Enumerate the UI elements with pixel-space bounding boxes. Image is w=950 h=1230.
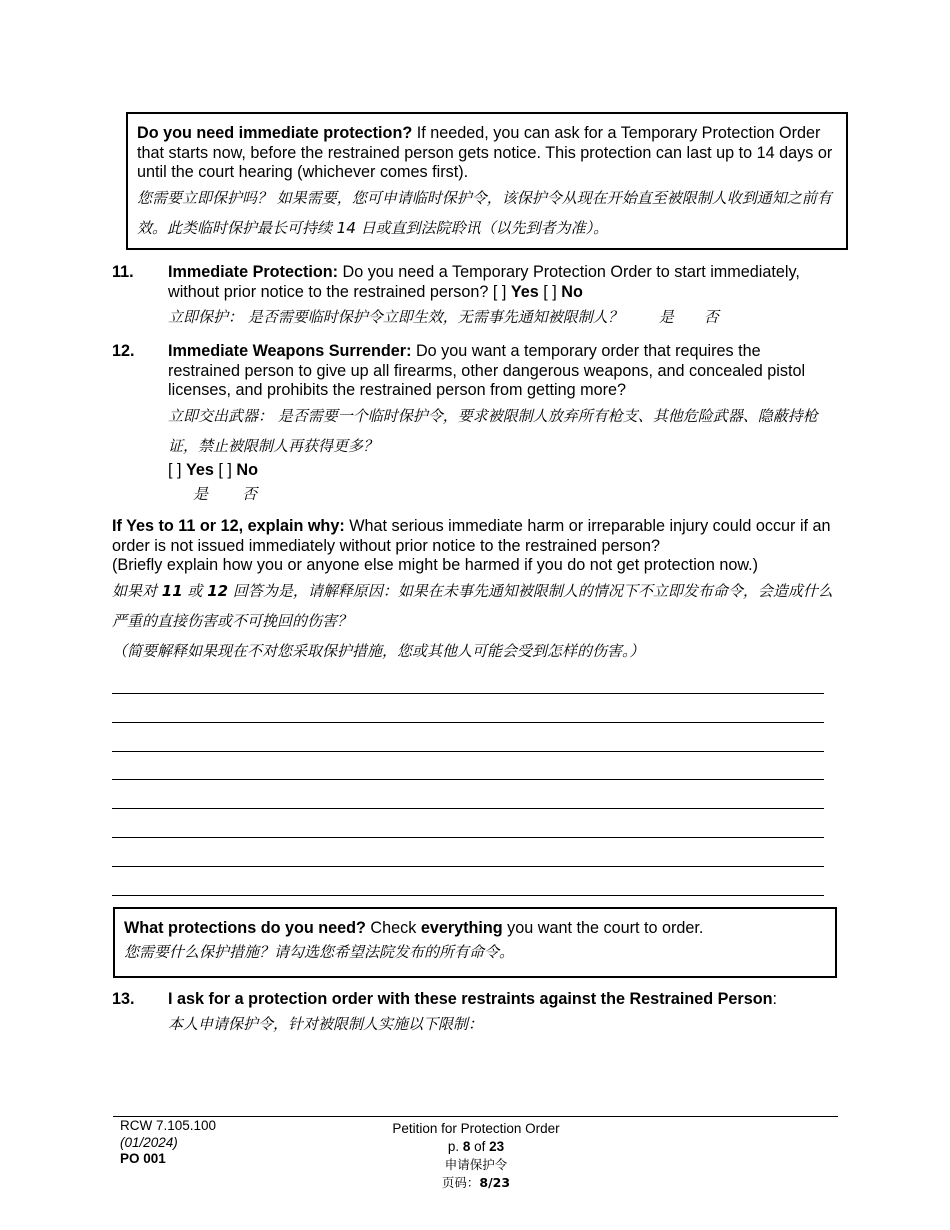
question-text-zh: 本人申请保护令，针对被限制人实施以下限制： xyxy=(168,1014,484,1033)
question-number: 11. xyxy=(112,263,134,281)
explain-section xyxy=(112,517,847,666)
page-number: p. 8 of 23 xyxy=(447,1139,505,1154)
page-number-zh: 页码：8/23 xyxy=(441,1175,511,1190)
explain-text: If Yes to 11 or 12, explain why: What serious immediate harm or irreparable injury could occur if an order is not issued immediately without prior notice to the restrained person? xyxy=(112,517,831,555)
write-line[interactable] xyxy=(112,838,824,867)
yes-option[interactable]: Yes xyxy=(510,282,539,301)
question-text: I ask for a protection order with these restraints against the Restrained Person: xyxy=(168,990,777,1008)
question-text: Immediate Weapons Surrender: Do you want a temporary order that requires the restrained person to give up all firearms, other dangerous weapons, and concealed pistol licenses, and prohibits the restrained person from getting more? xyxy=(168,342,806,399)
yes-no-choice-zh: 是 否 xyxy=(193,485,258,503)
question-12 xyxy=(112,342,842,508)
explain-text-2: (Briefly explain how you or anyone else might be harmed if you do not get protection now.) xyxy=(112,556,759,574)
question-text-zh: 立即保护： 是否需要临时保护令立即生效，无需事先通知被限制人？ 是 否 xyxy=(168,302,842,332)
yes-no-choice: [ ] Yes [ ] No xyxy=(168,460,258,479)
no-option-zh: 否 xyxy=(703,308,719,326)
form-title: Petition for Protection Order xyxy=(392,1121,560,1136)
notice-text: Do you need immediate protection? If needed, you can ask for a Temporary Protection Order that starts now, before the restrained person gets notice. This protection can last up to 14 days or until the court hearing (whichever comes first). xyxy=(137,124,833,181)
form-title-zh: 申请保护令 xyxy=(444,1157,508,1172)
notice-text-zh: 您需要立即保护吗？ 如果需要，您可申请临时保护令，该保护令从现在开始直至被限制人收到通知之前有效。此类临时保护最长可持续 14 日或直到法院聆讯（以先到者为准）。 xyxy=(137,188,832,237)
write-line[interactable] xyxy=(112,780,824,809)
explain-text-zh-2: （简要解释如果现在不对您采取保护措施，您或其他人可能会受到怎样的伤害。） xyxy=(112,641,645,660)
write-line[interactable] xyxy=(112,752,824,781)
write-line[interactable] xyxy=(112,809,824,838)
question-text: Immediate Protection: Do you need a Temporary Protection Order to start immediately, without prior notice to the restrained person? [ ] Yes [ ] No xyxy=(168,263,800,301)
question-11 xyxy=(112,263,842,332)
question-number: 12. xyxy=(112,342,135,360)
yes-option[interactable]: Yes xyxy=(186,460,214,479)
notice-text-zh: 您需要什么保护措施？请勾选您希望法院发布的所有命令。 xyxy=(124,942,515,961)
question-13 xyxy=(112,990,842,1038)
immediate-protection-notice-box xyxy=(126,112,848,250)
protections-notice-box xyxy=(113,907,837,978)
form-number: PO 001 xyxy=(120,1151,166,1166)
yes-option-zh: 是 xyxy=(658,308,674,326)
question-text-zh: 立即交出武器： 是否需要一个临时保护令，要求被限制人放弃所有枪支、其他危险武器、隐蔽持枪证，禁止被限制人再获得更多？ xyxy=(168,406,818,455)
write-line[interactable] xyxy=(112,694,824,723)
write-line[interactable] xyxy=(112,723,824,752)
notice-text: What protections do you need? Check everything you want the court to order. xyxy=(124,919,704,937)
explain-text-zh: 如果对 11 或 12 回答为是，请解释原因：如果在未事先通知被限制人的情况下不立即发布命令，会造成什么严重的直接伤害或不可挽回的伤害？ xyxy=(112,581,833,630)
form-date: (01/2024) xyxy=(120,1134,178,1150)
footer-page-info xyxy=(376,1120,576,1192)
footer-form-info xyxy=(120,1118,216,1168)
write-line[interactable] xyxy=(112,867,824,896)
question-number: 13. xyxy=(112,990,135,1008)
notice-title: Do you need immediate protection? xyxy=(137,124,413,142)
no-option[interactable]: No xyxy=(561,282,583,301)
no-option[interactable]: No xyxy=(236,460,258,479)
rcw-reference: RCW 7.105.100 xyxy=(120,1118,217,1133)
explanation-write-area[interactable] xyxy=(112,692,824,896)
footer-divider xyxy=(113,1116,838,1117)
